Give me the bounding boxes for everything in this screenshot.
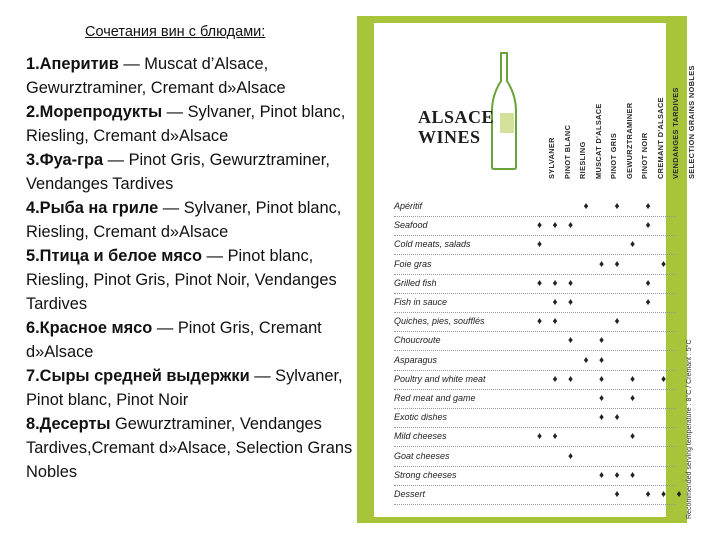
pairing-item — [26, 100, 354, 148]
pairing-dot-icon: ♦ — [552, 431, 558, 443]
wine-column-label: PINOT BLANC — [562, 124, 572, 179]
food-label: Strong cheeses — [394, 469, 457, 480]
pairing-dot-icon: ♦ — [599, 412, 605, 424]
pairing-wines: — Pinot Gris, Gewurztraminer, Vendanges Tardives — [26, 151, 330, 193]
food-label: Exotic dishes — [394, 412, 448, 423]
wine-column-label: GEWURZTRAMINER — [624, 102, 634, 179]
food-label: Poultry and white meat — [394, 373, 486, 384]
pairing-dot-icon: ♦ — [568, 450, 574, 462]
pairing-item — [26, 412, 354, 484]
wine-column-label: SELECTION GRAINS NOBLES — [686, 65, 696, 179]
pairing-title: 5.Птица и белое мясо — [26, 247, 203, 265]
pairing-dot-icon: ♦ — [645, 220, 651, 232]
pairing-wines: — Pinot Gris, Cremant d»Alsace — [26, 319, 322, 361]
pairing-wines: — Pinot blanc, Riesling, Pinot Gris, Pinot Noir, Vendanges Tardives — [26, 247, 337, 313]
food-row — [394, 429, 676, 447]
pairing-dot-icon: ♦ — [614, 201, 620, 212]
wine-column-header — [677, 29, 696, 179]
logo-line-2: WINES — [418, 127, 481, 147]
pairing-wines: — Muscat d’Alsace, Gewurztraminer, Cremant d»Alsace — [26, 55, 286, 97]
pairing-dot-icon: ♦ — [645, 201, 651, 212]
food-label: Red meat and game — [394, 393, 476, 403]
pairing-dot-icon: ♦ — [661, 373, 667, 385]
pairing-dot-icon: ♦ — [599, 469, 605, 481]
pairing-wines: — Sylvaner, Pinot blanc, Riesling, Cremant d»Alsace — [26, 103, 346, 145]
food-label: Fish in sauce — [394, 297, 448, 307]
wine-column-label: PINOT NOIR — [640, 132, 649, 179]
pairing-dot-icon: ♦ — [630, 393, 636, 404]
alsace-wines-logo — [418, 107, 494, 147]
food-row — [394, 410, 676, 428]
pairing-dot-icon: ♦ — [599, 354, 605, 366]
food-label: Cold meats, salads — [394, 239, 471, 250]
wine-column-label: PINOT GRIS — [609, 132, 618, 179]
pairing-item — [26, 244, 354, 316]
pairing-dot-icon: ♦ — [552, 316, 558, 328]
pairing-title: 7.Сыры средней выдержки — [26, 367, 250, 385]
pairing-dot-icon: ♦ — [599, 393, 605, 404]
pairing-title: 2.Морепродукты — [26, 103, 163, 121]
wine-column-label: VENDANGES TARDIVES — [671, 87, 680, 179]
pairing-dot-icon: ♦ — [614, 469, 620, 481]
food-row — [394, 295, 676, 313]
food-row — [394, 372, 676, 390]
pairing-wines: Gewurztraminer, Vendanges Tardives,Cremant d»Alsace, Selection Grans Nobles — [26, 415, 353, 481]
pairing-title: 6.Красное мясо — [26, 319, 153, 337]
pairing-dot-icon: ♦ — [614, 258, 620, 270]
pairing-dot-icon: ♦ — [676, 489, 682, 500]
food-row — [394, 199, 676, 217]
wine-column-header — [568, 29, 587, 179]
pairing-dot-icon: ♦ — [552, 277, 558, 289]
food-label: Foie gras — [394, 258, 432, 269]
pairing-dot-icon: ♦ — [537, 239, 543, 251]
pairing-item — [26, 316, 354, 364]
wine-column-header — [661, 29, 680, 179]
pairings-list — [26, 52, 354, 484]
pairing-item — [26, 364, 354, 412]
food-row — [394, 468, 676, 486]
pairing-item — [26, 52, 354, 100]
pairing-dot-icon: ♦ — [568, 297, 574, 308]
food-row — [394, 314, 676, 332]
pairing-wines: — Sylvaner, Pinot blanc, Riesling, Cremant d»Alsace — [26, 199, 342, 241]
food-row — [394, 218, 676, 236]
pairing-item — [26, 196, 354, 244]
serving-temperature-text: Recommended serving temperature : 8°C / Cremant : 5°C — [686, 339, 693, 519]
pairing-dot-icon: ♦ — [630, 431, 636, 443]
serving-temperature-note — [684, 196, 698, 526]
pairings-text-column — [0, 0, 352, 540]
pairing-dot-icon: ♦ — [583, 354, 589, 366]
food-row — [394, 237, 676, 255]
food-row — [394, 449, 676, 467]
wine-column-label: MUSCAT D'ALSACE — [593, 103, 603, 179]
pairing-title: 3.Фуа-гра — [26, 151, 104, 169]
pairing-dot-icon: ♦ — [661, 258, 667, 270]
pairing-dot-icon: ♦ — [599, 258, 605, 270]
pairing-dot-icon: ♦ — [537, 277, 543, 289]
food-label: Grilled fish — [394, 277, 437, 288]
pairing-dot-icon: ♦ — [568, 335, 574, 347]
food-label: Dessert — [394, 489, 426, 499]
pairing-dot-icon: ♦ — [568, 277, 574, 289]
wine-column-header — [537, 29, 556, 179]
pairing-dot-icon: ♦ — [599, 335, 605, 347]
pairing-dot-icon: ♦ — [552, 220, 558, 232]
page-heading: Сочетания вин с блюдами: — [85, 24, 266, 40]
wine-column-header — [584, 29, 603, 179]
food-label: Asparagus — [394, 354, 438, 365]
pairing-dot-icon: ♦ — [552, 373, 558, 385]
food-row — [394, 391, 676, 409]
food-row — [394, 257, 676, 275]
wine-column-label: RIESLING — [578, 141, 587, 179]
food-label: Quiches, pies, soufflés — [394, 316, 485, 327]
food-row — [394, 353, 676, 371]
wine-column-header — [646, 29, 665, 179]
wine-column-label: SYLVANER — [547, 137, 556, 179]
pairing-dot-icon: ♦ — [645, 489, 651, 500]
food-row — [394, 487, 682, 505]
food-label: Mild cheeses — [394, 431, 447, 442]
food-row — [394, 276, 676, 294]
pairing-dot-icon: ♦ — [568, 373, 574, 385]
pairing-dot-icon: ♦ — [645, 277, 651, 289]
pairing-dot-icon: ♦ — [614, 489, 620, 500]
wine-column-header — [630, 29, 649, 179]
wine-column-header — [599, 29, 618, 179]
pairing-dot-icon: ♦ — [614, 316, 620, 328]
pairing-dot-icon: ♦ — [537, 220, 543, 232]
pairing-dot-icon: ♦ — [583, 201, 589, 212]
pairing-dot-icon: ♦ — [630, 469, 636, 481]
pairing-dot-icon: ♦ — [537, 431, 543, 443]
food-label: Seafood — [394, 220, 428, 231]
pairing-dot-icon: ♦ — [661, 489, 667, 500]
pairing-dot-icon: ♦ — [630, 239, 636, 251]
pairing-dot-icon: ♦ — [599, 373, 605, 385]
wine-column-label: CREMANT D'ALSACE — [655, 97, 665, 179]
pairing-dot-icon: ♦ — [630, 373, 636, 385]
wine-column-header — [615, 29, 634, 179]
food-row — [394, 333, 676, 351]
food-label: Choucroute — [394, 335, 441, 346]
alsace-wine-chart — [357, 16, 696, 523]
pairing-title: 4.Рыба на гриле — [26, 199, 159, 217]
pairing-title: 8.Десерты — [26, 415, 111, 433]
pairing-dot-icon: ♦ — [645, 297, 651, 308]
logo-line-1: ALSACE — [418, 107, 495, 127]
wine-bottle-icon — [492, 51, 516, 171]
pairing-wines: — Sylvaner, Pinot blanc, Pinot Noir — [26, 367, 343, 409]
pairing-dot-icon: ♦ — [537, 316, 543, 328]
pairing-dot-icon: ♦ — [568, 220, 574, 232]
pairing-item — [26, 148, 354, 196]
food-label: Goat cheeses — [394, 450, 450, 461]
pairing-dot-icon: ♦ — [614, 412, 620, 424]
pairing-dot-icon: ♦ — [552, 297, 558, 308]
wine-column-header — [553, 29, 572, 179]
food-label: Apéritif — [394, 201, 423, 211]
pairing-title: 1.Аперитив — [26, 55, 119, 73]
